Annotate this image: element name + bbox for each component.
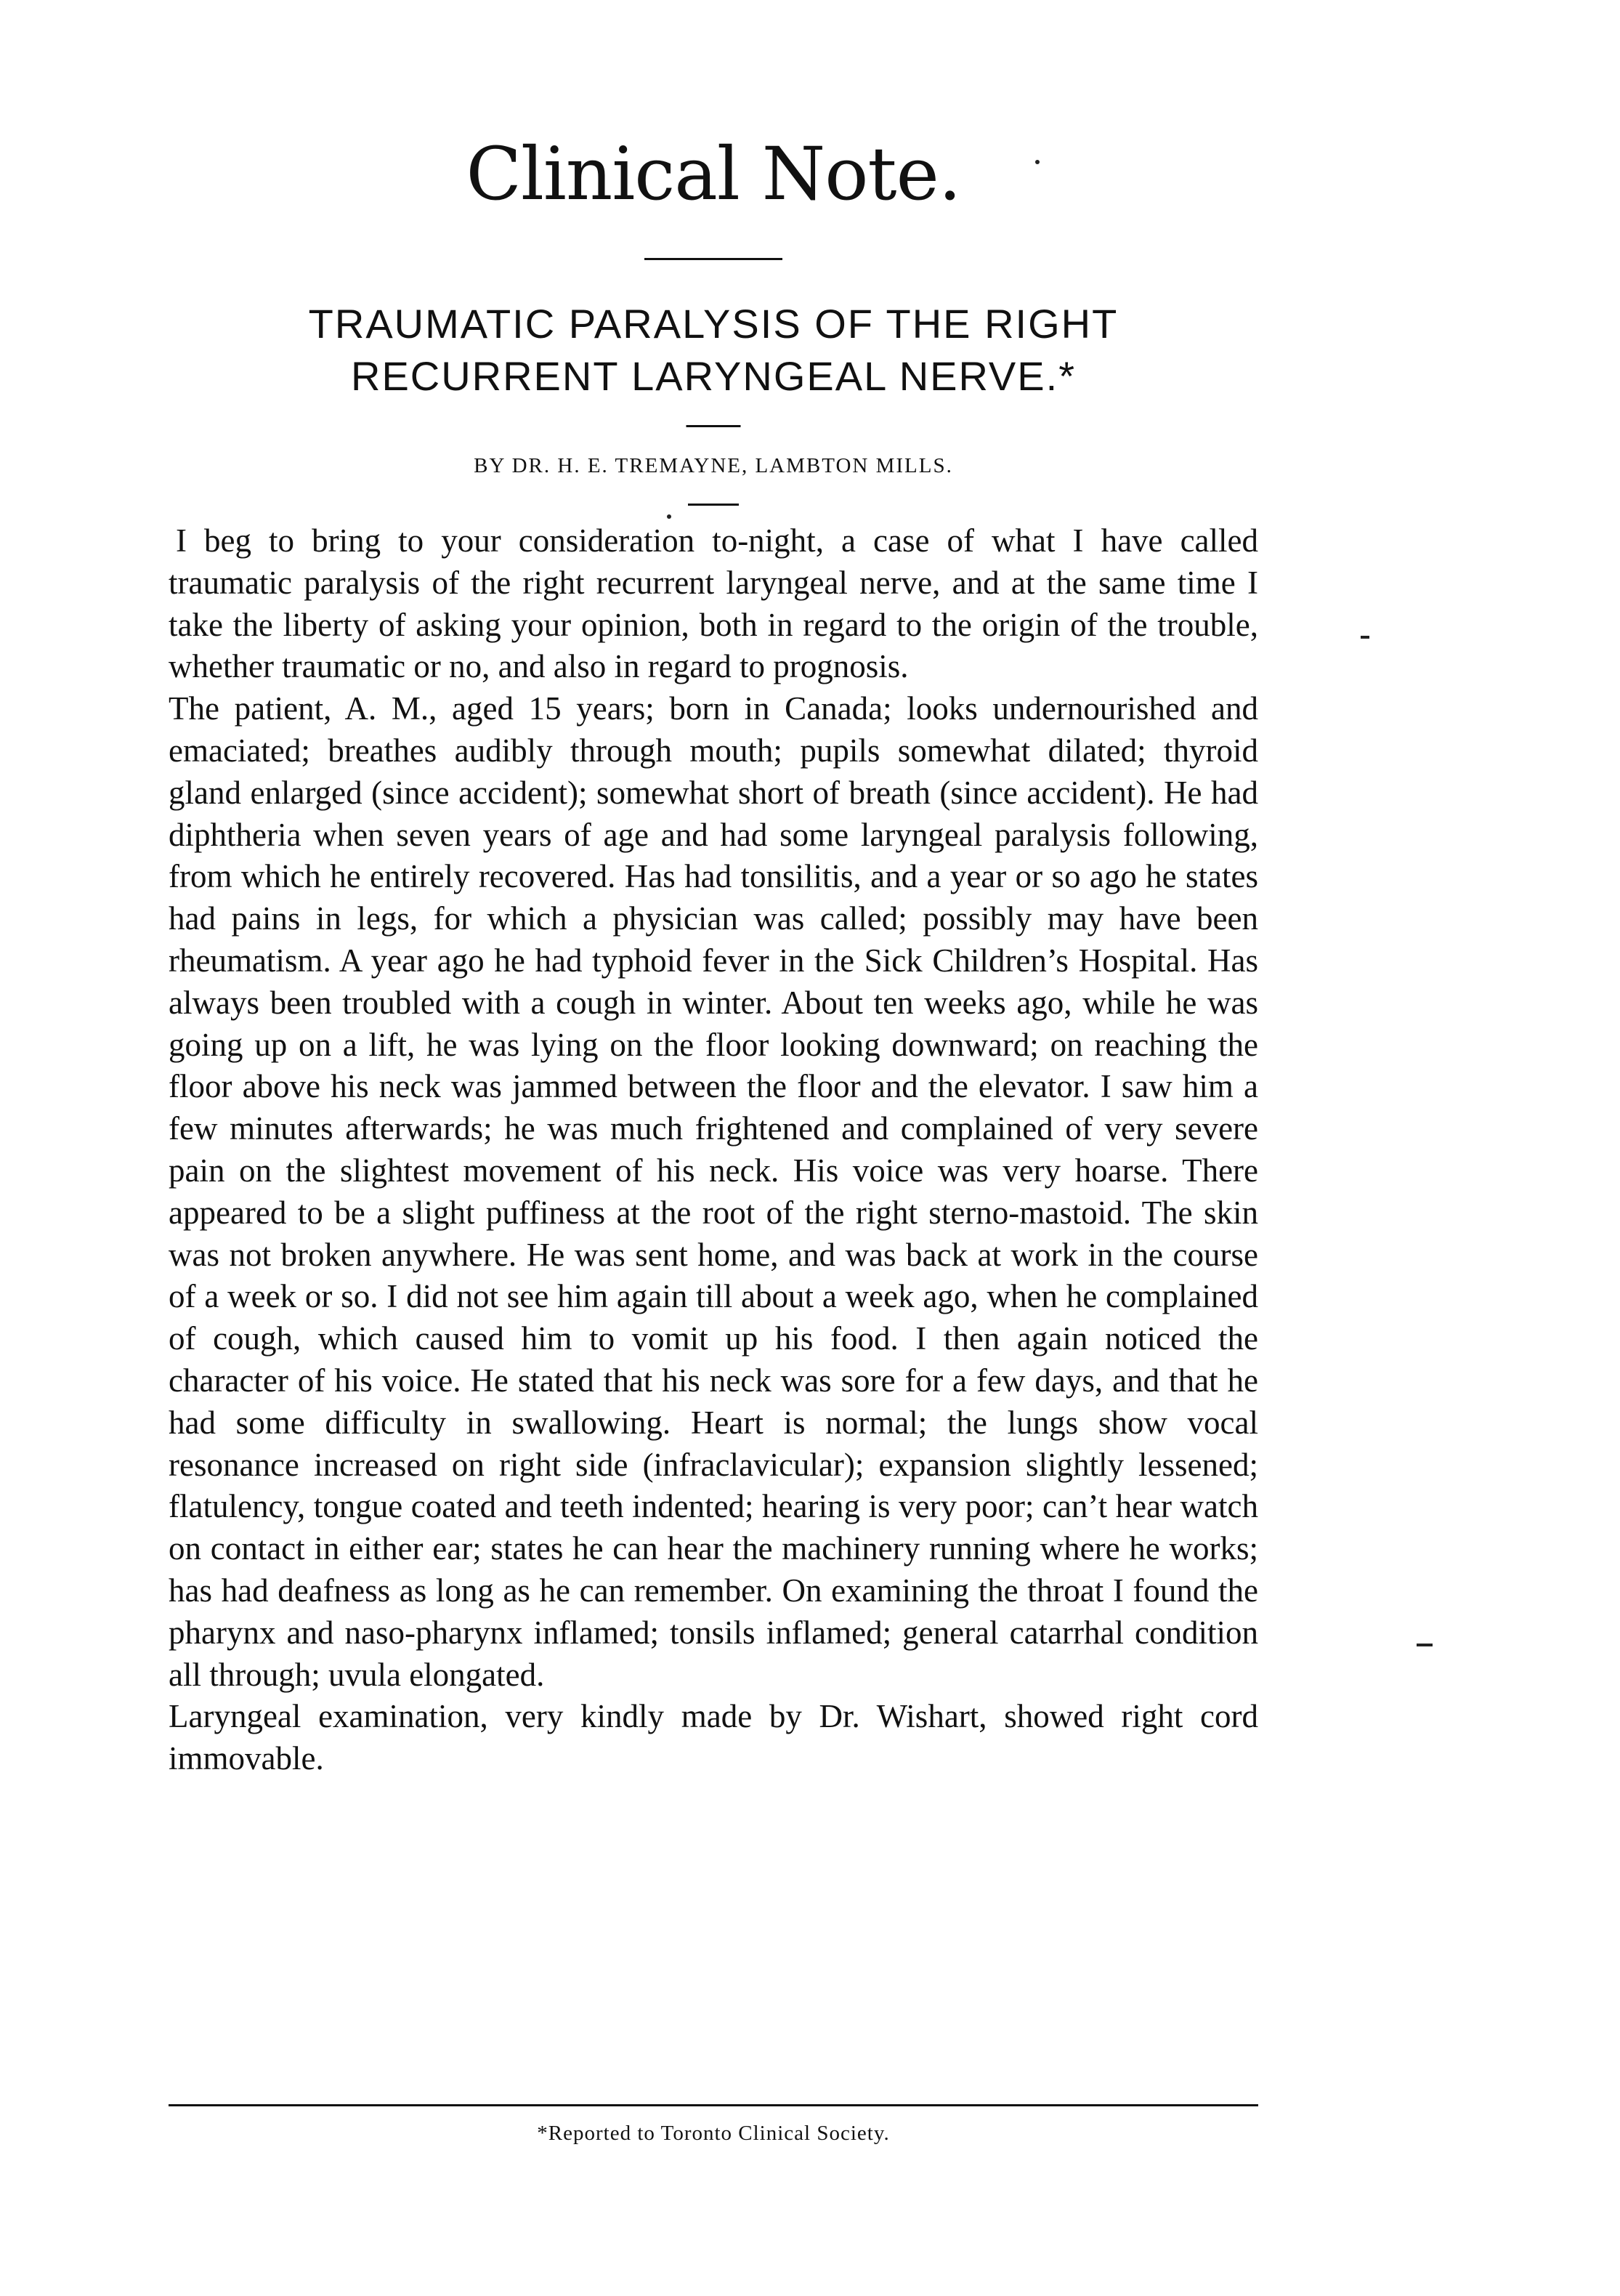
title-divider — [644, 258, 782, 260]
scan-speck — [1417, 1644, 1433, 1646]
paragraph-patient-history: The patient, A. M., aged 15 years; born in Canada; looks undernourished and emaciated; breathes audibly through mouth; pupils somewhat dilated; thyroid gland enlarged (since accident); somewhat short of breath (since accident). He had diphtheria when seven years of age and had some laryngeal paralysis following, from which he entirely recovered. Has had tonsilitis, and a year or so ago he states had pains in legs, for which a physician was called; possibly may have been rheumatism. A year ago he had typhoid fever in the Sick Children’s Hospital. Has always been troubled with a cough in winter. About ten weeks ago, while he was going up on a lift, he was lying on the floor looking downward; on reaching the floor above his neck was jammed between the floor and the elevator. I saw him a few minutes afterwards; he was much frightened and complained of very severe pain on the slightest movement of his neck. His voice was very hoarse. There appeared to be a slight puffiness at the root of the right sterno-mastoid. The skin was not broken anywhere. He was sent home, and was back at work in the course of a week or so. I did not see him again till about a week ago, when he complained of cough, which caused him to vomit up his food. I then again noticed the character of his voice. He stated that his neck was sore for a few days, and that he had some difficulty in swallowing. Heart is normal; the lungs show vocal resonance increased on right side (infraclavicular); expansion slightly lessened; flatulency, tongue coated and teeth indented; hearing is very poor; can’t hear watch on contact in either ear; states he can hear the machinery running where he works; has had deafness as long as he can remember. On examining the throat I found the pharynx and naso-pharynx inflamed; tonsils inflamed; general catarrhal condition all through; uvula elongated. — [169, 690, 1258, 1693]
paragraph-intro: I beg to bring to your consideration to-night, a case of what I have called traumatic paralysis of the right recurrent laryngeal nerve, and at the same time I take the liberty of asking your opinion, both in regard to the origin of the trouble, whether traumatic or no, and also in regard to prognosis. — [169, 522, 1258, 685]
article-headline — [169, 298, 1258, 403]
article-body — [169, 520, 1258, 1780]
byline-divider — [688, 504, 739, 506]
headline-line-2: RECURRENT LARYNGEAL NERVE.* — [351, 353, 1076, 399]
scan-speck — [1361, 636, 1369, 639]
headline-line-1: TRAUMATIC PARALYSIS OF THE RIGHT — [308, 301, 1119, 347]
footnote-divider — [169, 2104, 1258, 2106]
author-byline: BY DR. H. E. TREMAYNE, LAMBTON MILLS. — [474, 454, 953, 477]
document-page — [169, 0, 1258, 2296]
scan-speck — [667, 514, 671, 519]
paragraph-laryngeal-exam: Laryngeal examination, very kindly made by Dr. Wishart, showed right cord immovable. — [169, 1698, 1258, 1777]
scan-speck — [1035, 160, 1040, 164]
footnote: *Reported to Toronto Clinical Society. — [537, 2122, 890, 2145]
page-title: Clinical Note. — [466, 132, 961, 217]
headline-divider — [687, 425, 741, 427]
